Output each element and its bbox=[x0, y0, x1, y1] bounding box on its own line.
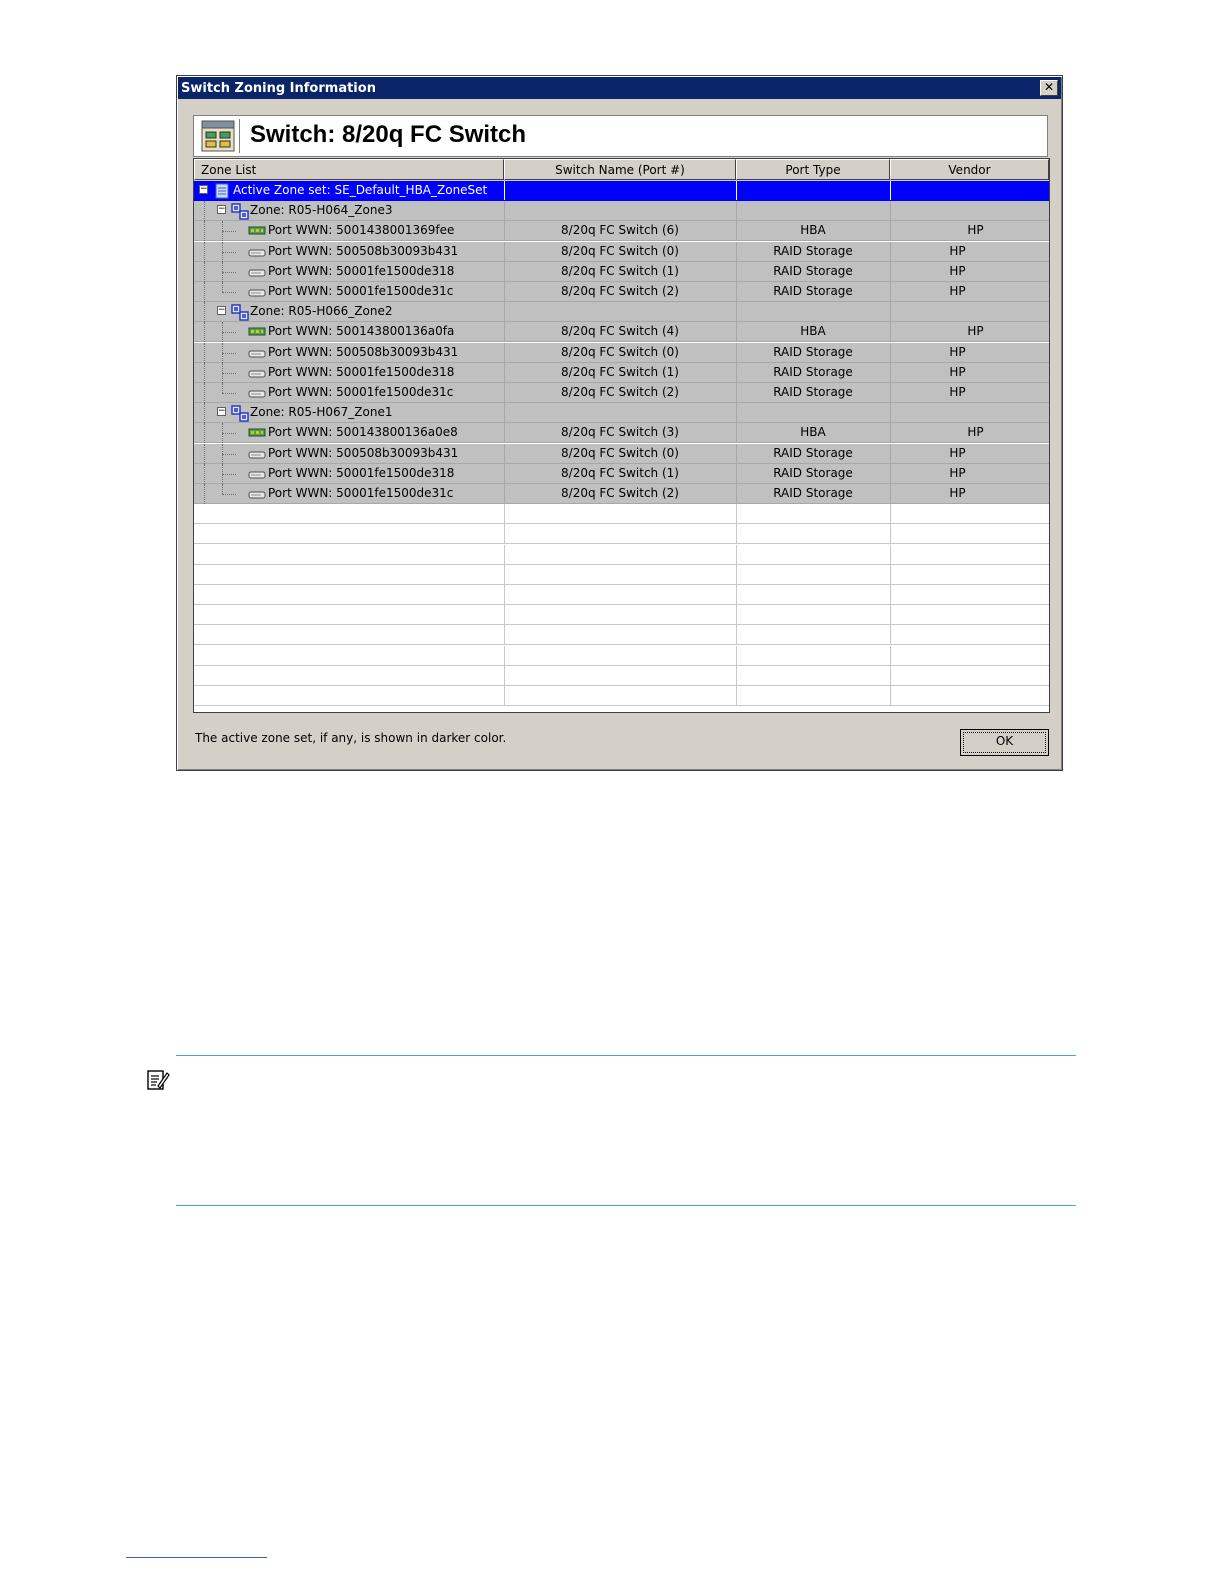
tree-connector bbox=[222, 272, 236, 273]
column-separator bbox=[736, 504, 737, 523]
storage-icon bbox=[248, 247, 266, 261]
column-separator bbox=[890, 646, 891, 665]
empty-row bbox=[194, 666, 1049, 686]
column-separator bbox=[504, 181, 505, 200]
column-separator bbox=[736, 524, 737, 543]
column-separator bbox=[890, 666, 891, 685]
storage-icon bbox=[248, 388, 266, 402]
port-wwn: Port WWN: 50001fe1500de31c bbox=[268, 486, 454, 500]
hba-icon bbox=[248, 225, 266, 239]
port-vendor: HP bbox=[949, 486, 966, 500]
column-separator bbox=[890, 221, 891, 240]
column-header-vendor[interactable]: Vendor bbox=[890, 159, 1049, 180]
port-wwn: Port WWN: 50001fe1500de31c bbox=[268, 284, 454, 298]
tree-connector bbox=[222, 454, 236, 455]
port-row[interactable] bbox=[194, 363, 1049, 383]
tree-connector bbox=[204, 464, 205, 484]
port-switch-name: 8/20q FC Switch (1) bbox=[561, 263, 679, 278]
tree-connector bbox=[222, 474, 236, 475]
port-row[interactable] bbox=[194, 282, 1049, 302]
column-header-switch-name[interactable]: Switch Name (Port #) bbox=[504, 159, 736, 180]
tree-connector bbox=[222, 383, 223, 393]
tree-connector bbox=[222, 353, 236, 354]
port-row[interactable] bbox=[194, 383, 1049, 403]
port-type: RAID Storage bbox=[773, 364, 853, 379]
port-type: RAID Storage bbox=[773, 486, 853, 500]
zone-set-label: Active Zone set: SE_Default_HBA_ZoneSet bbox=[233, 183, 488, 197]
port-switch-name: 8/20q FC Switch (1) bbox=[561, 465, 679, 480]
column-separator bbox=[504, 605, 505, 624]
column-separator bbox=[736, 302, 737, 321]
collapse-zone-button[interactable]: − bbox=[218, 406, 226, 417]
port-wwn: Port WWN: 500143800136a0fa bbox=[268, 324, 455, 339]
zone-icon bbox=[231, 405, 249, 425]
column-separator bbox=[890, 585, 891, 604]
port-wwn: Port WWN: 500508b30093b431 bbox=[268, 243, 459, 258]
column-separator bbox=[504, 504, 505, 523]
column-separator bbox=[736, 181, 737, 200]
tree-connector bbox=[222, 373, 236, 374]
port-vendor: HP bbox=[949, 344, 966, 359]
table-header bbox=[194, 159, 1049, 181]
port-vendor: HP bbox=[967, 223, 984, 238]
empty-row bbox=[194, 686, 1049, 706]
port-row[interactable] bbox=[194, 444, 1049, 464]
column-separator bbox=[890, 605, 891, 624]
column-separator bbox=[736, 565, 737, 584]
tree-connector bbox=[222, 231, 236, 232]
port-wwn: Port WWN: 50001fe1500de318 bbox=[268, 364, 455, 379]
tree-connector bbox=[204, 343, 205, 363]
column-separator bbox=[890, 545, 891, 564]
column-separator bbox=[736, 403, 737, 422]
port-switch-name: 8/20q FC Switch (0) bbox=[561, 243, 679, 258]
column-separator bbox=[736, 585, 737, 604]
column-separator bbox=[504, 545, 505, 564]
port-vendor: HP bbox=[949, 284, 966, 298]
empty-row bbox=[194, 565, 1049, 585]
port-switch-name: 8/20q FC Switch (2) bbox=[561, 284, 679, 298]
empty-row bbox=[194, 605, 1049, 625]
column-separator bbox=[504, 524, 505, 543]
column-separator bbox=[504, 625, 505, 644]
tree-connector bbox=[204, 383, 205, 403]
column-separator bbox=[504, 201, 505, 220]
column-separator bbox=[504, 565, 505, 584]
storage-icon bbox=[248, 267, 266, 281]
tree-connector bbox=[222, 494, 236, 495]
zone-icon bbox=[231, 304, 249, 324]
status-text: The active zone set, if any, is shown in darker color. bbox=[195, 731, 507, 745]
column-separator bbox=[504, 666, 505, 685]
port-wwn: Port WWN: 500143800136a0e8 bbox=[268, 425, 458, 440]
zone-label: Zone: R05-H064_Zone3 bbox=[250, 203, 393, 218]
column-separator bbox=[736, 686, 737, 705]
tree-connector bbox=[222, 292, 236, 293]
port-wwn: Port WWN: 50001fe1500de318 bbox=[268, 465, 455, 480]
column-separator bbox=[890, 686, 891, 705]
port-vendor: HP bbox=[949, 465, 966, 480]
note-bottom-rule bbox=[176, 1205, 1076, 1206]
port-type: RAID Storage bbox=[773, 465, 853, 480]
dialog-title: Switch Zoning Information bbox=[181, 81, 376, 96]
column-separator bbox=[736, 545, 737, 564]
port-type: HBA bbox=[800, 324, 826, 339]
column-separator bbox=[736, 625, 737, 644]
port-row[interactable] bbox=[194, 423, 1049, 443]
tree-connector bbox=[204, 302, 205, 322]
column-header-port-type[interactable]: Port Type bbox=[736, 159, 890, 180]
port-wwn: Port WWN: 500508b30093b431 bbox=[268, 445, 459, 460]
port-type: RAID Storage bbox=[773, 284, 853, 298]
column-separator bbox=[736, 646, 737, 665]
port-switch-name: 8/20q FC Switch (2) bbox=[561, 486, 679, 500]
port-vendor: HP bbox=[949, 243, 966, 258]
port-type: RAID Storage bbox=[773, 263, 853, 278]
collapse-zone-button[interactable]: − bbox=[218, 305, 226, 316]
zone-table bbox=[193, 158, 1050, 713]
port-row[interactable] bbox=[194, 322, 1049, 342]
tree-connector bbox=[204, 403, 205, 423]
note-icon bbox=[146, 1068, 170, 1092]
empty-row bbox=[194, 585, 1049, 605]
storage-icon bbox=[248, 287, 266, 301]
column-separator bbox=[890, 403, 891, 422]
column-separator bbox=[890, 181, 891, 200]
port-vendor: HP bbox=[949, 385, 966, 399]
port-switch-name: 8/20q FC Switch (4) bbox=[561, 324, 679, 339]
switch-title: Switch: 8/20q FC Switch bbox=[250, 121, 527, 148]
switch-zoning-dialog bbox=[176, 75, 1063, 771]
column-separator bbox=[890, 565, 891, 584]
port-vendor: HP bbox=[949, 364, 966, 379]
collapse-zone-set-button[interactable]: − bbox=[200, 184, 208, 194]
port-row[interactable] bbox=[194, 343, 1049, 363]
port-wwn: Port WWN: 50001fe1500de31c bbox=[268, 385, 454, 399]
port-wwn: Port WWN: 50001fe1500de318 bbox=[268, 263, 455, 278]
tree-connector bbox=[204, 444, 205, 464]
tree-connector bbox=[222, 393, 236, 394]
zone-row[interactable] bbox=[194, 201, 1049, 221]
ok-button-focus-ring bbox=[963, 732, 1046, 753]
column-separator bbox=[504, 585, 505, 604]
tree-connector bbox=[204, 262, 205, 282]
column-separator bbox=[504, 403, 505, 422]
storage-icon bbox=[248, 469, 266, 483]
tree-connector bbox=[222, 484, 223, 494]
port-vendor: HP bbox=[967, 425, 984, 440]
tree-connector bbox=[204, 282, 205, 302]
port-row[interactable] bbox=[194, 484, 1049, 504]
close-button[interactable]: ✕ bbox=[1040, 80, 1058, 96]
column-header-zone-list[interactable]: Zone List bbox=[194, 159, 504, 180]
tree-connector bbox=[222, 332, 236, 333]
column-separator bbox=[504, 686, 505, 705]
column-separator bbox=[736, 666, 737, 685]
column-separator bbox=[504, 646, 505, 665]
port-type: RAID Storage bbox=[773, 243, 853, 258]
note-top-rule bbox=[176, 1055, 1076, 1056]
zone-row[interactable] bbox=[194, 403, 1049, 423]
storage-icon bbox=[248, 449, 266, 463]
collapse-zone-button[interactable]: − bbox=[218, 204, 226, 215]
port-switch-name: 8/20q FC Switch (2) bbox=[561, 385, 679, 399]
dialog-titlebar[interactable] bbox=[178, 77, 1061, 99]
empty-row bbox=[194, 524, 1049, 544]
column-separator bbox=[736, 605, 737, 624]
hba-icon bbox=[248, 326, 266, 340]
tree-connector bbox=[204, 221, 205, 241]
tree-connector bbox=[204, 201, 205, 221]
port-vendor: HP bbox=[949, 445, 966, 460]
tree-connector bbox=[204, 484, 205, 504]
port-switch-name: 8/20q FC Switch (1) bbox=[561, 364, 679, 379]
port-switch-name: 8/20q FC Switch (6) bbox=[561, 223, 679, 238]
port-wwn: Port WWN: 500508b30093b431 bbox=[268, 344, 459, 359]
column-separator bbox=[890, 302, 891, 321]
tree-connector bbox=[204, 423, 205, 443]
port-wwn: Port WWN: 5001438001369fee bbox=[268, 223, 455, 238]
empty-row bbox=[194, 646, 1049, 666]
storage-icon bbox=[248, 489, 266, 503]
port-row[interactable] bbox=[194, 221, 1049, 241]
hba-icon bbox=[248, 427, 266, 441]
port-switch-name: 8/20q FC Switch (0) bbox=[561, 344, 679, 359]
port-switch-name: 8/20q FC Switch (0) bbox=[561, 445, 679, 460]
ok-button[interactable] bbox=[960, 729, 1049, 756]
switch-icon bbox=[197, 119, 240, 153]
empty-row bbox=[194, 625, 1049, 645]
footnote-rule bbox=[126, 1557, 267, 1558]
column-separator bbox=[504, 302, 505, 321]
empty-row bbox=[194, 545, 1049, 565]
tree-connector bbox=[222, 252, 236, 253]
port-row[interactable] bbox=[194, 262, 1049, 282]
port-row[interactable] bbox=[194, 242, 1049, 262]
zone-icon bbox=[231, 203, 249, 223]
column-separator bbox=[890, 423, 891, 442]
switch-header bbox=[193, 115, 1048, 157]
port-vendor: HP bbox=[949, 263, 966, 278]
port-row[interactable] bbox=[194, 464, 1049, 484]
column-separator bbox=[890, 322, 891, 341]
column-separator bbox=[736, 201, 737, 220]
port-type: RAID Storage bbox=[773, 445, 853, 460]
ok-button-label: OK bbox=[995, 734, 1014, 748]
zone-label: Zone: R05-H066_Zone2 bbox=[250, 304, 393, 319]
tree-connector bbox=[204, 242, 205, 262]
tree-connector bbox=[222, 433, 236, 434]
empty-row bbox=[194, 504, 1049, 524]
tree-connector bbox=[222, 282, 223, 292]
port-vendor: HP bbox=[967, 324, 984, 339]
column-separator bbox=[890, 201, 891, 220]
port-type: HBA bbox=[800, 223, 826, 238]
column-separator bbox=[890, 625, 891, 644]
tree-connector bbox=[204, 363, 205, 383]
port-type: RAID Storage bbox=[773, 385, 853, 399]
port-type: HBA bbox=[800, 425, 826, 440]
zone-set-icon bbox=[215, 183, 229, 202]
column-separator bbox=[890, 524, 891, 543]
port-type: RAID Storage bbox=[773, 344, 853, 359]
tree-connector bbox=[204, 322, 205, 342]
zone-row[interactable] bbox=[194, 302, 1049, 322]
active-zone-set-row[interactable] bbox=[194, 181, 1049, 201]
zone-label: Zone: R05-H067_Zone1 bbox=[250, 405, 393, 420]
storage-icon bbox=[248, 348, 266, 362]
port-switch-name: 8/20q FC Switch (3) bbox=[561, 425, 679, 440]
storage-icon bbox=[248, 368, 266, 382]
column-separator bbox=[890, 504, 891, 523]
